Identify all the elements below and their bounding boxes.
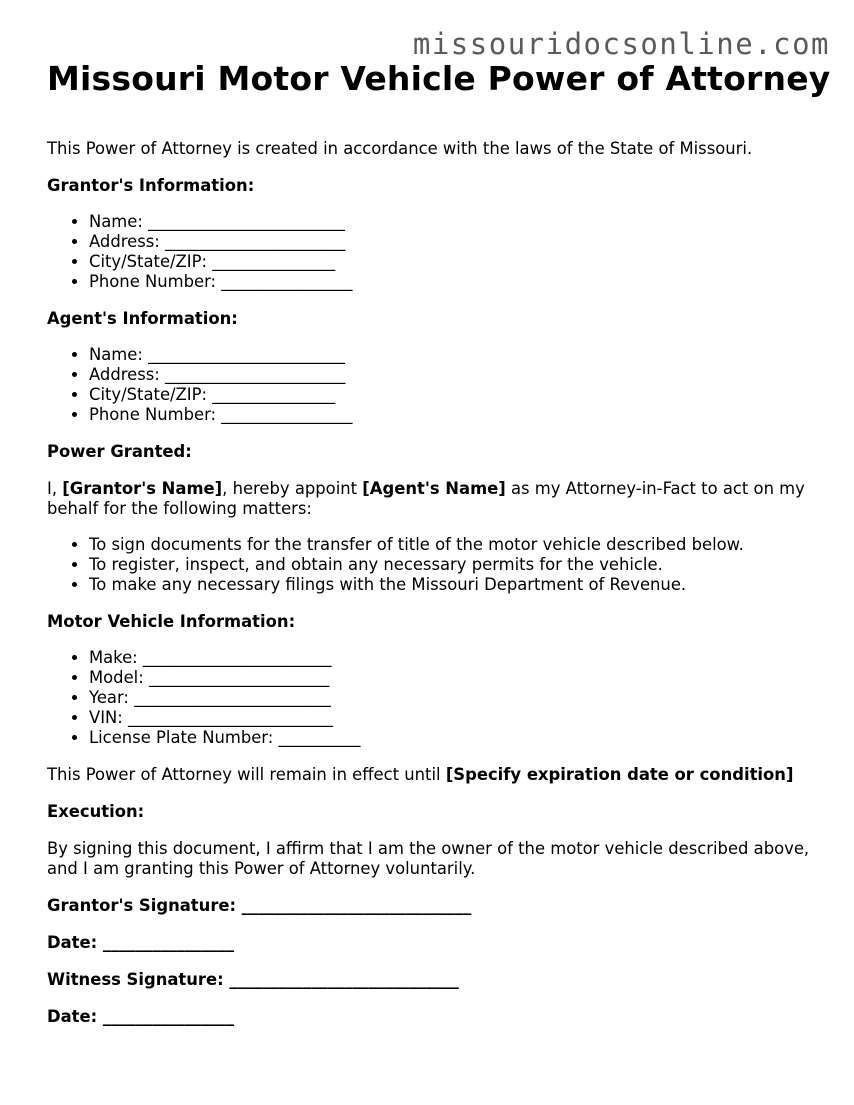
list-item: • To sign documents for the transfer of title of the motor vehicle described below. [89, 535, 837, 555]
expiration-placeholder: [Specify expiration date or condition] [445, 765, 794, 784]
page-title: Missouri Motor Vehicle Power of Attorney [47, 59, 831, 98]
vehicle-heading: Motor Vehicle Information: [47, 612, 296, 631]
date-blank-1: ________________ [102, 933, 235, 952]
date-line-2 [47, 1007, 837, 1027]
agent-city-field: • City/State/ZIP: _______________ [89, 385, 837, 405]
vehicle-make-field: • Make: _______________________ [89, 648, 837, 668]
grantor-fields [47, 212, 837, 292]
agent-address-field: • Address: ______________________ [89, 365, 837, 385]
grantor-signature-blank: ____________________________ [241, 896, 472, 915]
intro-text: This Power of Attorney is created in accordance with the laws of the State of Missouri. [47, 139, 753, 158]
statement-pre: I, [47, 479, 63, 498]
list-item: • To register, inspect, and obtain any necessary permits for the vehicle. [89, 555, 837, 575]
grantor-heading: Grantor's Information: [47, 176, 255, 195]
date-label-2: Date: [47, 1007, 98, 1026]
watermark: missouridocsonline.com [412, 27, 830, 61]
grantor-signature-line [47, 896, 837, 916]
list-item: • To make any necessary filings with the Missouri Department of Revenue. [89, 575, 837, 595]
effect-text: This Power of Attorney will remain in effect until [47, 765, 446, 784]
statement-mid: , hereby appoint [222, 479, 363, 498]
agent-name-placeholder: [Agent's Name] [362, 479, 506, 498]
grantor-signature-label: Grantor's Signature: [47, 896, 237, 915]
agent-fields [47, 345, 837, 425]
agent-heading: Agent's Information: [47, 309, 238, 328]
power-heading: Power Granted: [47, 442, 192, 461]
vehicle-year-field: • Year: ________________________ [89, 688, 837, 708]
grantor-name-field: • Name: ________________________ [89, 212, 837, 232]
vehicle-fields [47, 648, 837, 748]
vehicle-model-field: • Model: ______________________ [89, 668, 837, 688]
agent-name-field: • Name: ________________________ [89, 345, 837, 365]
document [47, 58, 837, 1027]
witness-signature-label: Witness Signature: [47, 970, 224, 989]
power-statement [47, 479, 837, 519]
grantor-name-placeholder: [Grantor's Name] [62, 479, 223, 498]
date-label-1: Date: [47, 933, 98, 952]
effect-statement [47, 765, 837, 785]
execution-text: By signing this document, I affirm that I am the owner of the motor vehicle described above, and I am granting this Power of Attorney voluntarily. [47, 839, 810, 878]
grantor-phone-field: • Phone Number: ________________ [89, 272, 837, 292]
agent-phone-field: • Phone Number: ________________ [89, 405, 837, 425]
date-blank-2: ________________ [102, 1007, 235, 1026]
vehicle-plate-field: • License Plate Number: __________ [89, 728, 837, 748]
date-line-1 [47, 933, 837, 953]
vehicle-vin-field: • VIN: _________________________ [89, 708, 837, 728]
grantor-city-field: • City/State/ZIP: _______________ [89, 252, 837, 272]
power-matters [47, 535, 837, 595]
witness-signature-line [47, 970, 837, 990]
execution-heading: Execution: [47, 802, 145, 821]
grantor-address-field: • Address: ______________________ [89, 232, 837, 252]
witness-signature-blank: ____________________________ [229, 970, 459, 989]
statement-post: as my Attorney-in-Fact to act on my behalf for the following matters: [47, 479, 805, 518]
